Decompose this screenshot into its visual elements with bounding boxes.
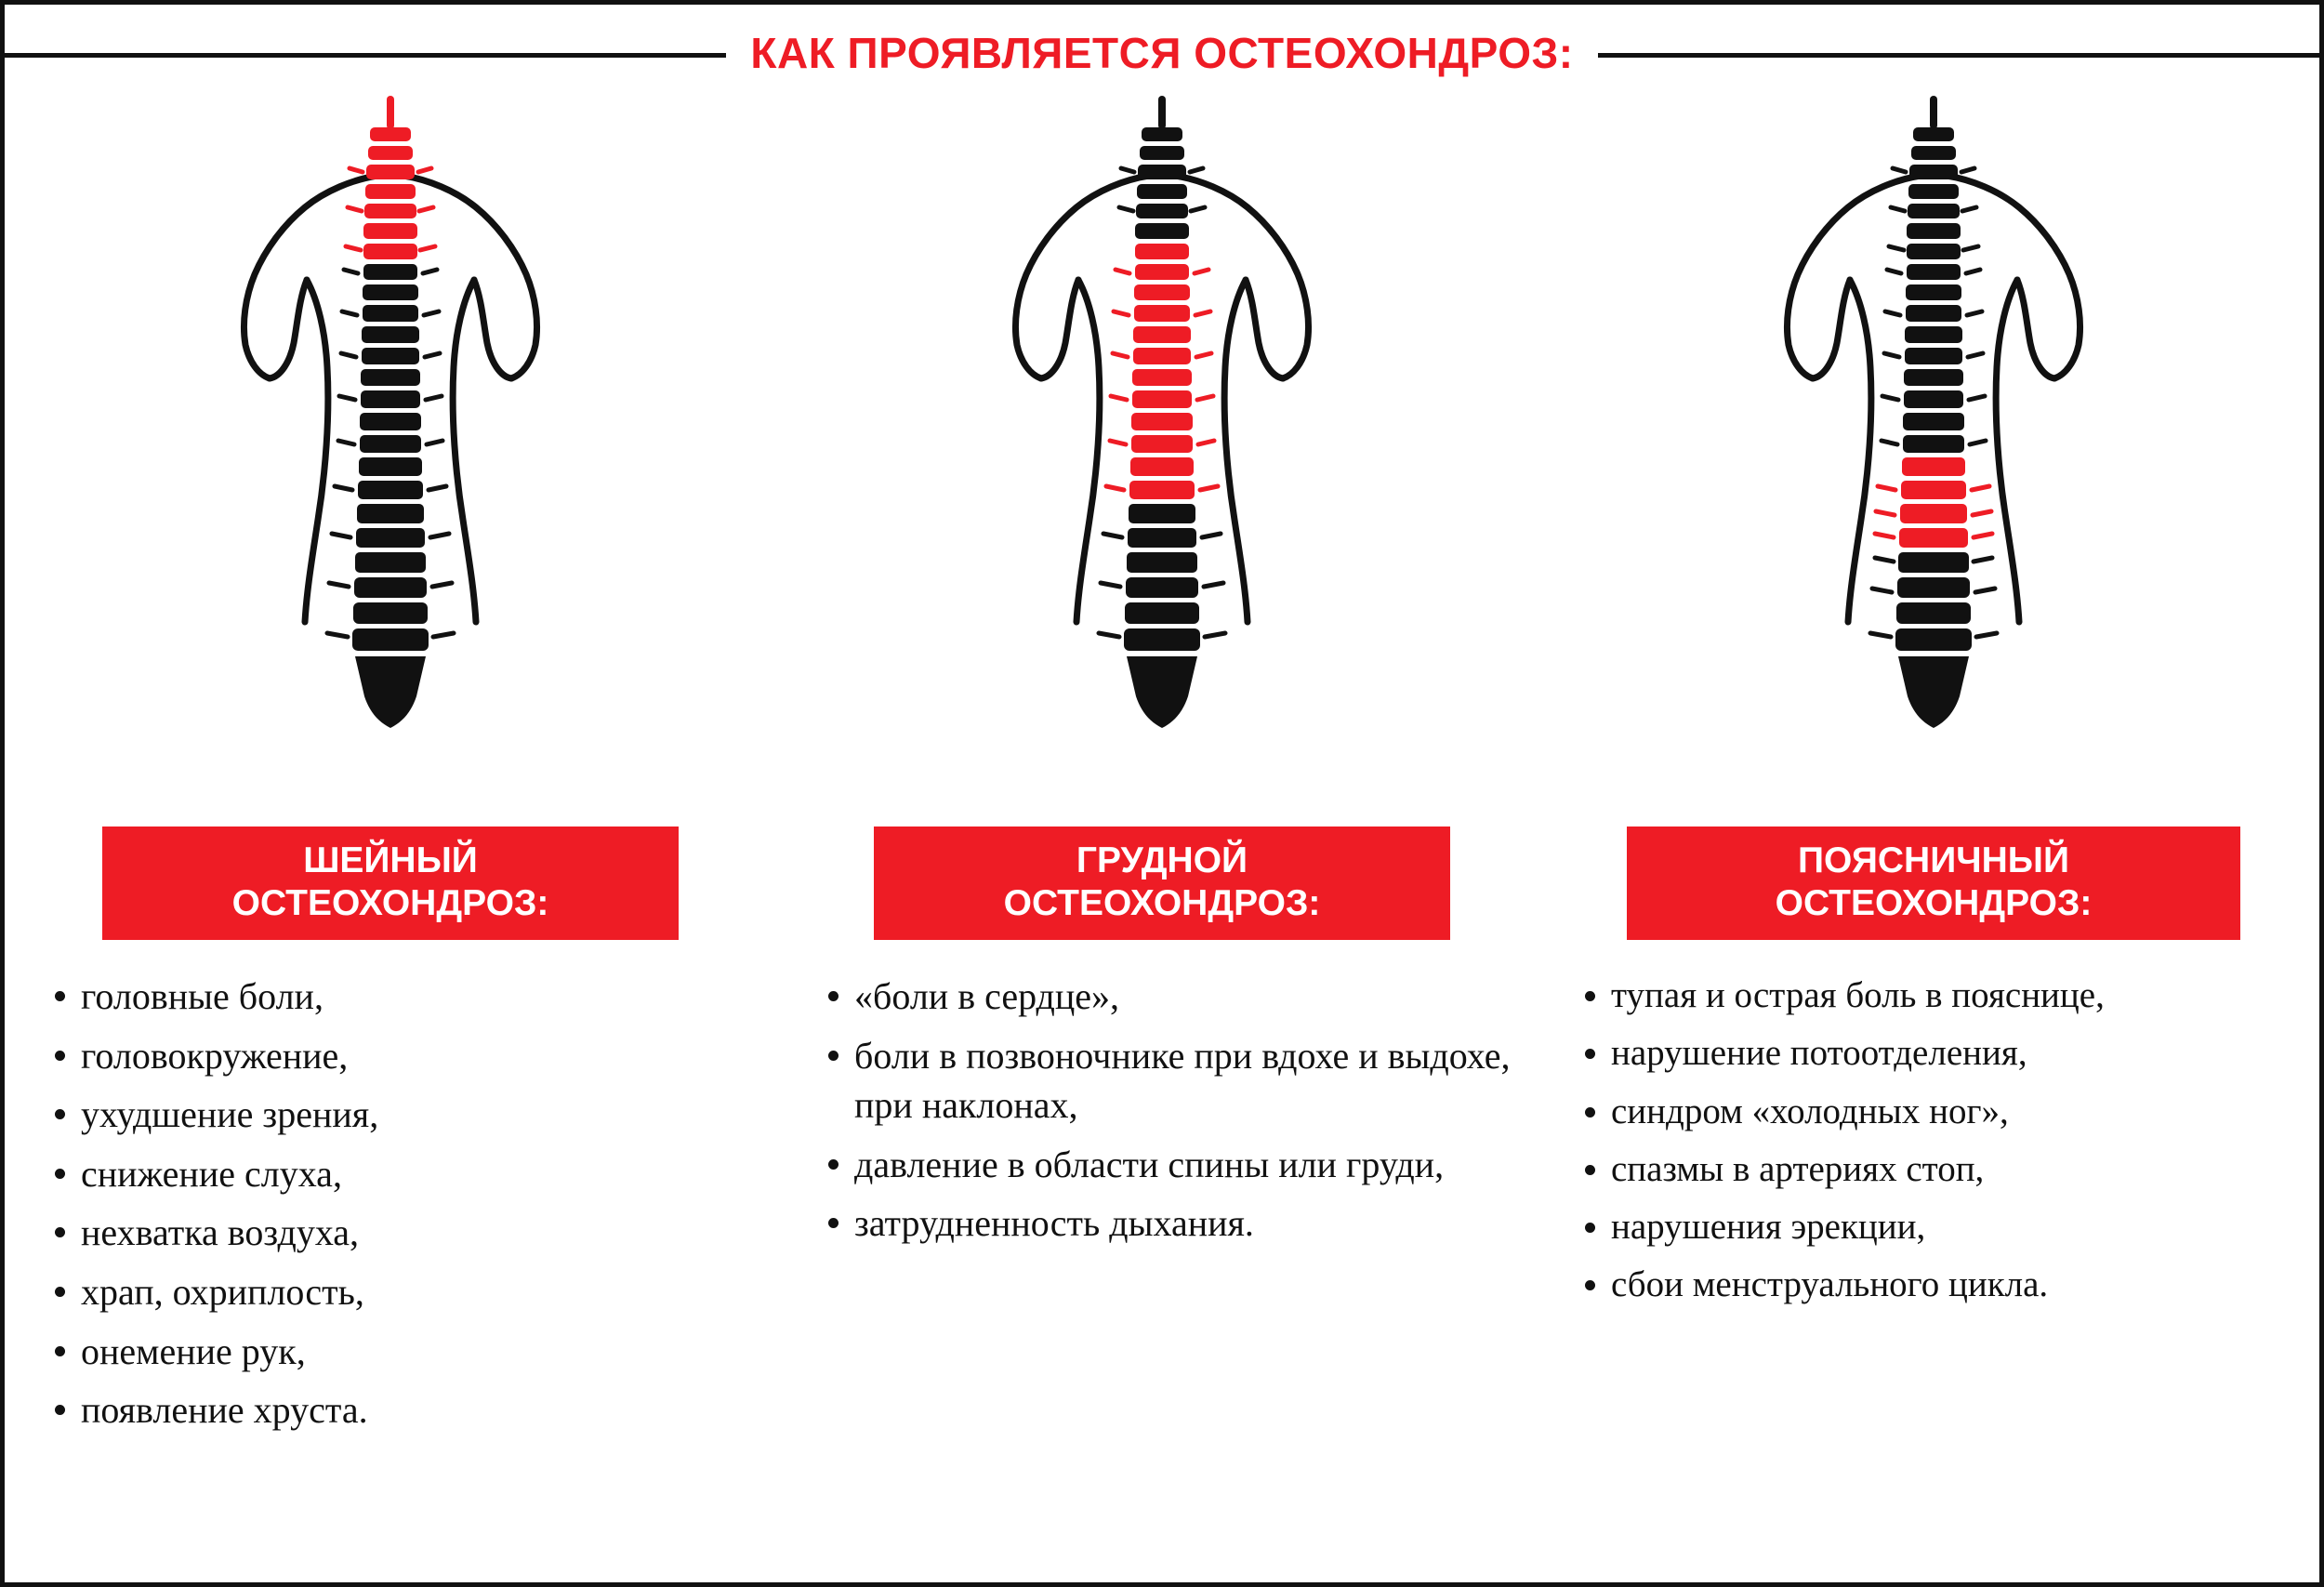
- thoracic-spine-figure: [797, 83, 1527, 817]
- list-item: головные боли,: [49, 972, 756, 1022]
- list-item: головокружение,: [49, 1031, 756, 1081]
- lumbar-spine-figure: [1568, 83, 2299, 817]
- cervical-spine-figure: [25, 83, 756, 817]
- list-item: ухудшение зрения,: [49, 1090, 756, 1140]
- list-item: тупая и острая боль в пояснице,: [1579, 972, 2299, 1020]
- title-row: [5, 20, 2319, 86]
- banner-line-1: ПОЯСНИЧНЫЙ: [1797, 840, 2070, 880]
- list-item: онемение рук,: [49, 1327, 756, 1377]
- spine-graphic: [1099, 99, 1225, 728]
- list-item: храп, охриплость,: [49, 1267, 756, 1317]
- list-item: появление хруста.: [49, 1385, 756, 1435]
- list-item: затрудненность дыхания.: [823, 1198, 1527, 1249]
- page-title: КАК ПРОЯВЛЯЕТСЯ ОСТЕОХОНДРОЗ:: [750, 29, 1574, 77]
- heading-banner-thoracic: [874, 827, 1450, 940]
- heading-banner-lumbar: [1627, 827, 2240, 940]
- list-item: синдром «холодных ног»,: [1579, 1088, 2299, 1136]
- list-item: давление в области спины или груди,: [823, 1140, 1527, 1190]
- list-item: «боли в сердце»,: [823, 972, 1527, 1022]
- banner-line-1: ШЕЙНЫЙ: [303, 840, 478, 880]
- list-item: нарушения эрекции,: [1579, 1203, 2299, 1251]
- banner-line-1: ГРУДНОЙ: [1076, 840, 1248, 880]
- column-lumbar: [1548, 83, 2319, 1552]
- heading-banner-cervical: [102, 827, 679, 940]
- column-cervical: [5, 83, 776, 1552]
- list-item: нарушение потоотделения,: [1579, 1029, 2299, 1078]
- column-thoracic: [776, 83, 1548, 1552]
- banner-line-2: ОСТЕОХОНДРОЗ:: [1775, 883, 2093, 924]
- list-item: нехватка воздуха,: [49, 1208, 756, 1258]
- columns-container: [5, 83, 2319, 1552]
- list-item: спазмы в артериях стоп,: [1579, 1145, 2299, 1194]
- symptom-list-thoracic: [797, 972, 1527, 1249]
- banner-line-2: ОСТЕОХОНДРОЗ:: [1003, 883, 1321, 924]
- symptom-list-lumbar: [1568, 972, 2299, 1310]
- banner-line-2: ОСТЕОХОНДРОЗ:: [231, 883, 549, 924]
- title-rule-left: [5, 53, 726, 58]
- spine-graphic: [327, 99, 454, 728]
- spine-graphic: [1870, 99, 1997, 728]
- list-item: сбои менструального цикла.: [1579, 1261, 2299, 1309]
- list-item: снижение слуха,: [49, 1149, 756, 1199]
- symptom-list-cervical: [25, 972, 756, 1435]
- title-rule-right: [1598, 53, 2319, 58]
- list-item: боли в позвоночнике при вдохе и выдохе, при наклонах,: [823, 1031, 1527, 1131]
